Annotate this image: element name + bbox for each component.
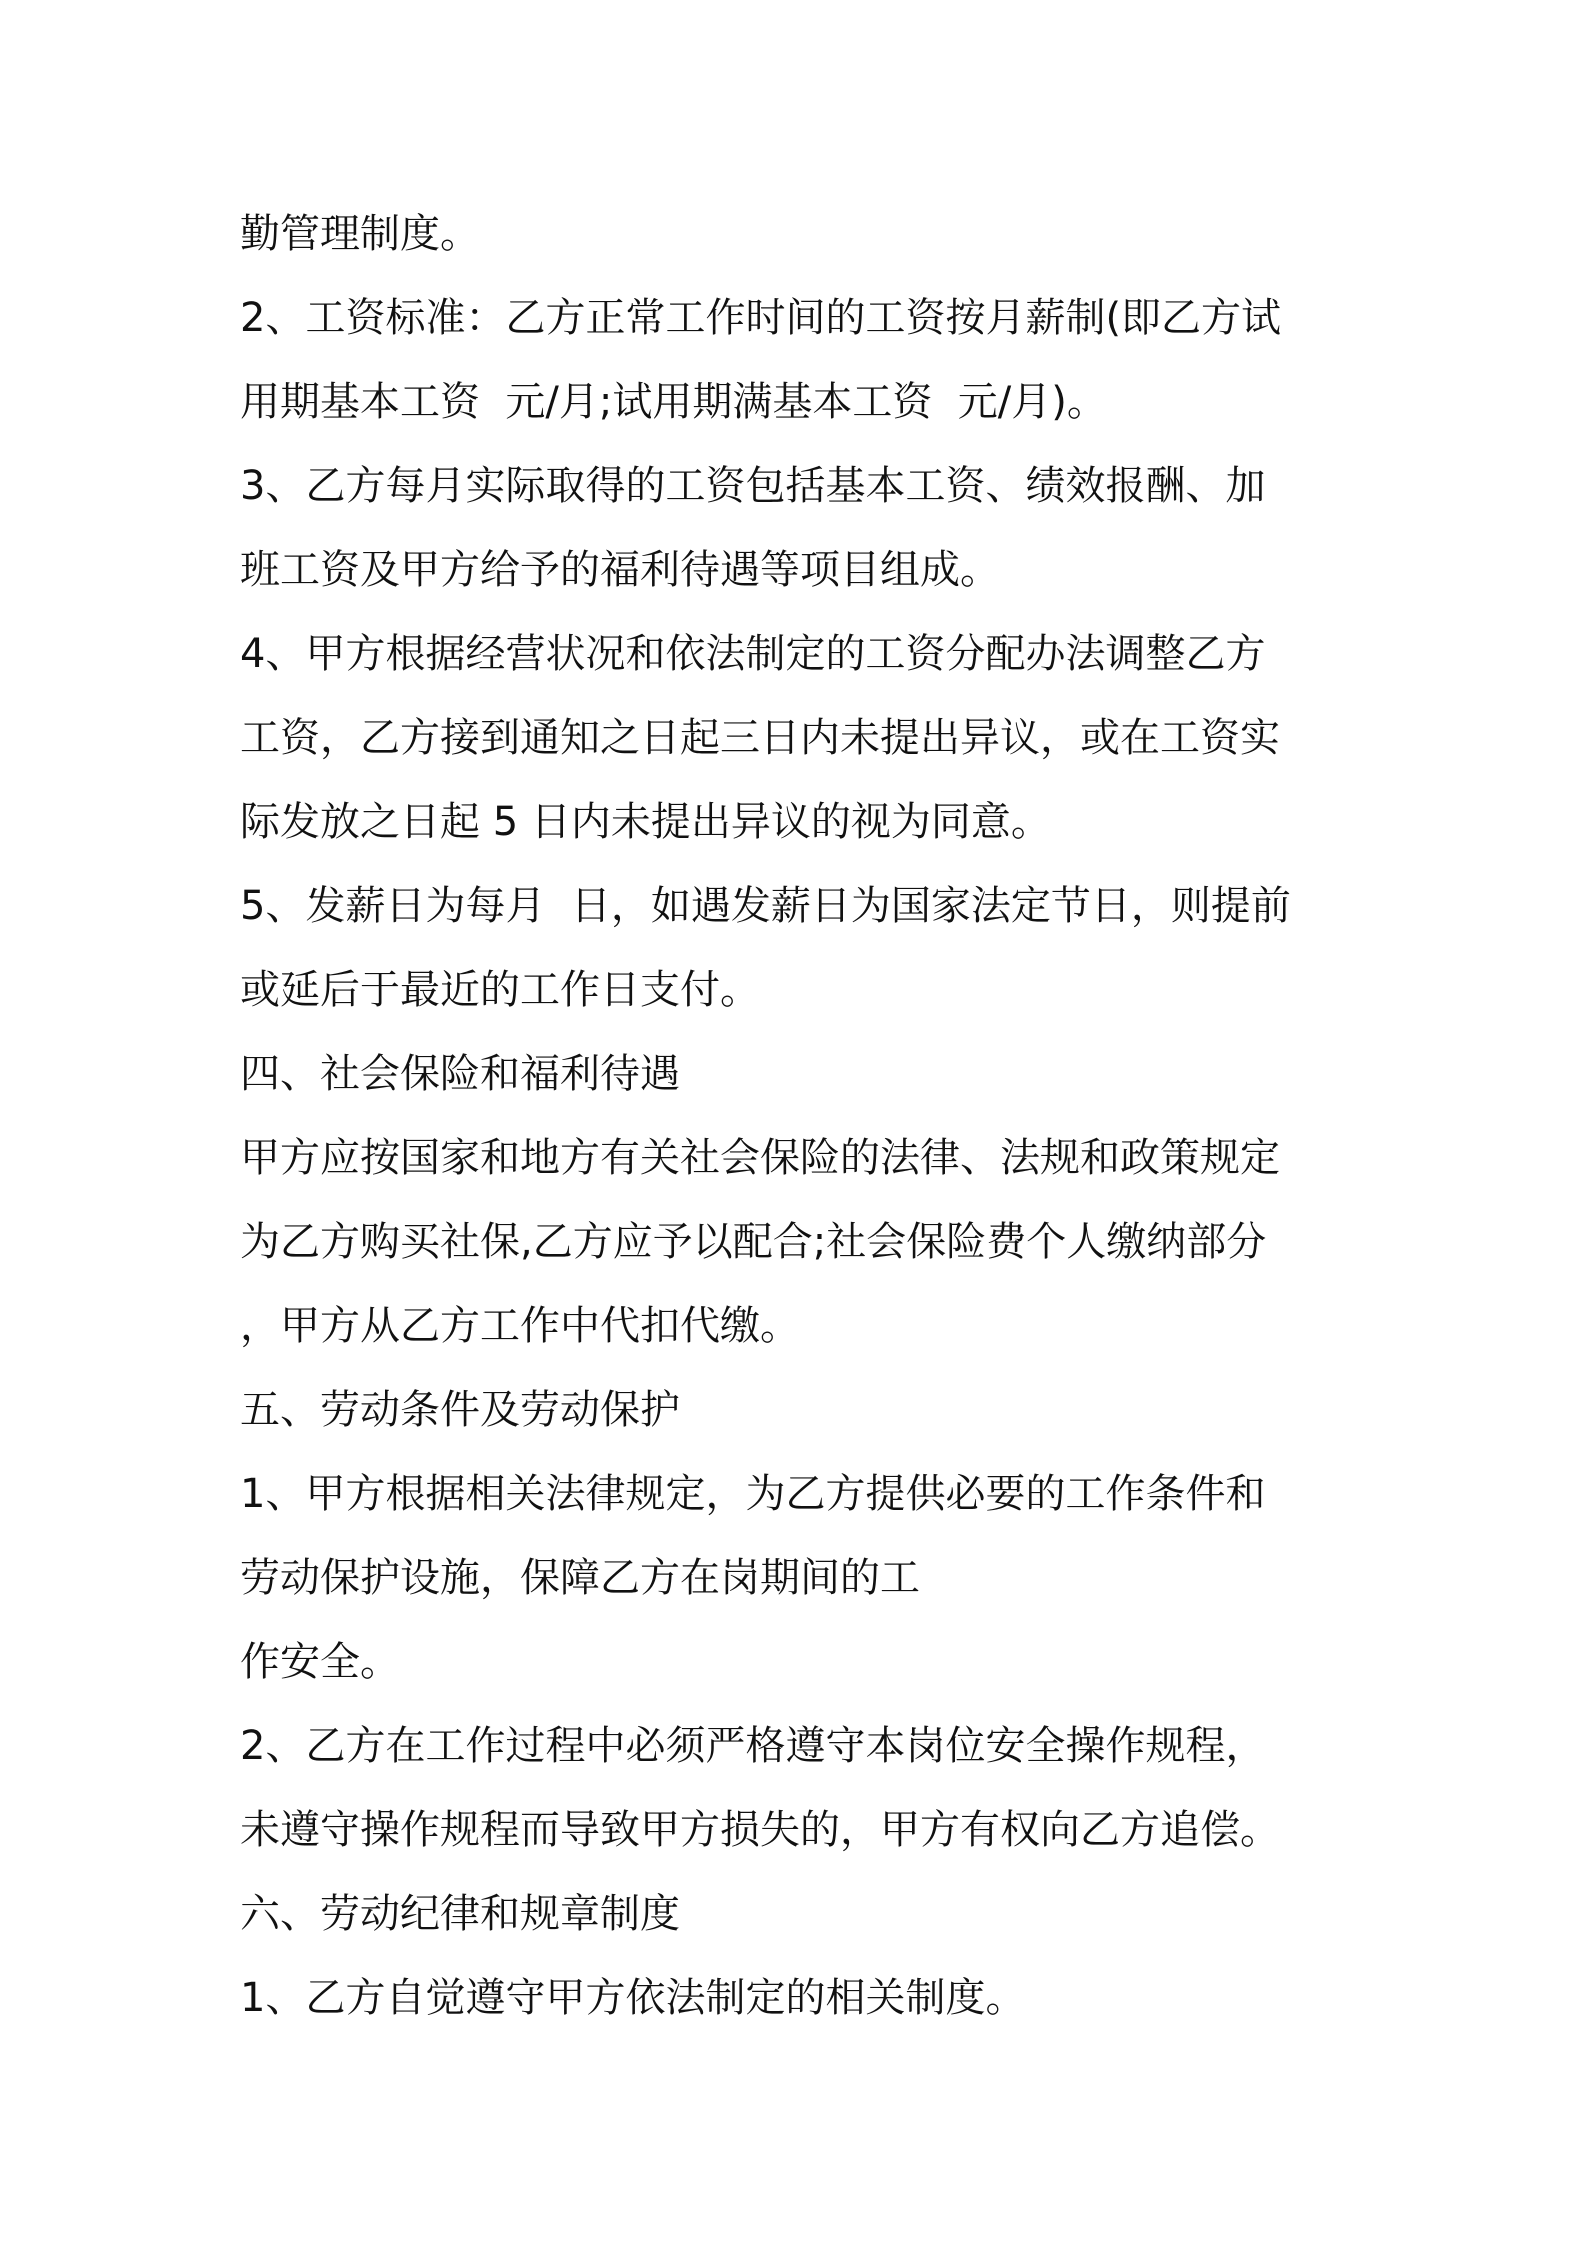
text-line: 4、甲方根据经营状况和依法制定的工资分配办法调整乙方 — [240, 631, 1266, 677]
text-line: 5、发薪日为每月 日，如遇发薪日为国家法定节日，则提前 — [240, 883, 1291, 929]
text-line: 勤管理制度。 — [240, 211, 480, 257]
text-line: 际发放之日起 5 日内未提出异议的视为同意。 — [240, 799, 1051, 845]
text-line: 1、乙方自觉遵守甲方依法制定的相关制度。 — [240, 1975, 1026, 2021]
contract-text — [240, 192, 1360, 2040]
text-line: 2、乙方在工作过程中必须严格遵守本岗位安全操作规程， — [240, 1723, 1266, 1769]
text-line: 班工资及甲方给予的福利待遇等项目组成。 — [240, 547, 1000, 593]
section-heading: 五、劳动条件及劳动保护 — [240, 1387, 680, 1433]
text-line: ，甲方从乙方工作中代扣代缴。 — [240, 1303, 800, 1349]
text-line: 1、甲方根据相关法律规定，为乙方提供必要的工作条件和 — [240, 1471, 1266, 1517]
text-line: 用期基本工资 元/月;试用期满基本工资 元/月)。 — [240, 379, 1107, 425]
section-heading: 六、劳动纪律和规章制度 — [240, 1891, 680, 1937]
text-line: 未遵守操作规程而导致甲方损失的，甲方有权向乙方追偿。 — [240, 1807, 1280, 1853]
text-line: 为乙方购买社保,乙方应予以配合;社会保险费个人缴纳部分 — [240, 1219, 1267, 1265]
section-heading: 四、社会保险和福利待遇 — [240, 1051, 680, 1097]
text-line: 劳动保护设施，保障乙方在岗期间的工 — [240, 1555, 920, 1601]
text-line: 3、乙方每月实际取得的工资包括基本工资、绩效报酬、加 — [240, 463, 1266, 509]
text-line: 甲方应按国家和地方有关社会保险的法律、法规和政策规定 — [240, 1135, 1280, 1181]
text-line: 2、工资标准：乙方正常工作时间的工资按月薪制(即乙方试 — [240, 295, 1282, 341]
text-line: 作安全。 — [240, 1639, 400, 1685]
text-line: 或延后于最近的工作日支付。 — [240, 967, 760, 1013]
text-line: 工资，乙方接到通知之日起三日内未提出异议，或在工资实 — [240, 715, 1280, 761]
